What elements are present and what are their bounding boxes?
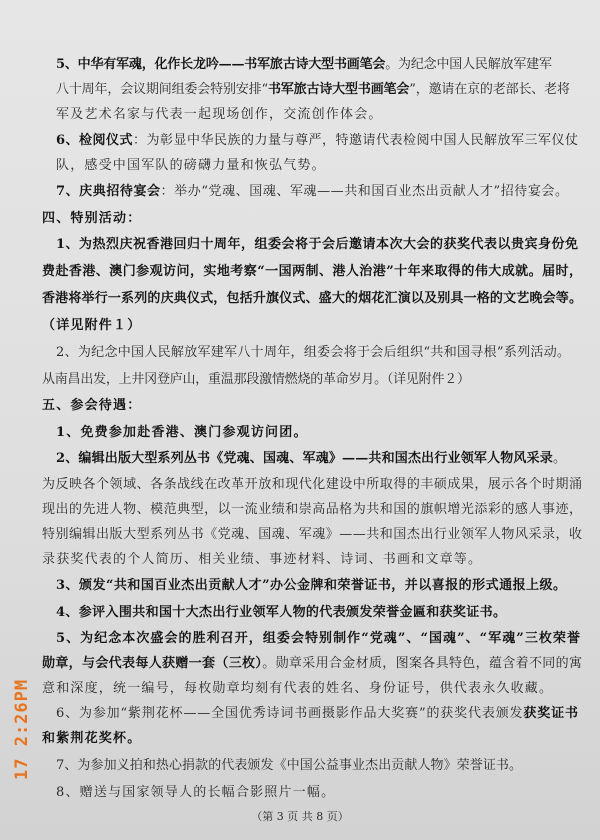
text-line <box>42 681 553 697</box>
text-line <box>56 425 308 441</box>
text-line <box>42 502 583 518</box>
bold-text: 获奖证书 <box>523 706 579 721</box>
bold-text: 勋章，与会代表每人获赠一套（三枚） <box>42 656 263 671</box>
text-line <box>56 451 566 467</box>
text-line <box>56 631 581 647</box>
text-segment: 八十周年，会议期间组委会特别安排“ <box>56 82 268 97</box>
text-segment: 为反映各个领域、各条战线在改革开放和现代化建设中所取得的丰硕成果，展示各个时期涌 <box>42 477 583 492</box>
text-line <box>56 345 570 361</box>
text-segment: 7、为参加义拍和热心捐款的代表颁发《中国公益事业杰出贡献人物》荣誉证书。 <box>56 758 523 773</box>
text-segment: 。 <box>552 451 567 466</box>
text-segment: ：为彰显中华民族的力量与尊严，特邀请代表检阅中国人民解放军三军仪仗 <box>133 133 579 148</box>
bold-text: 2、编辑出版大型系列丛书《党魂、国魂、军魂》——共和国杰出行业领军人物风采录 <box>56 451 553 466</box>
text-line <box>56 758 522 774</box>
text-line <box>42 318 141 334</box>
bold-text: 香港将举行一系列的庆典仪式，包括升旗仪式、盛大的烟花汇演以及别具一格的文艺晚会等。 <box>42 291 583 306</box>
text-line <box>56 605 506 621</box>
text-line <box>56 133 579 149</box>
text-line <box>56 82 570 98</box>
text-line <box>42 211 141 227</box>
text-line <box>56 184 569 200</box>
bold-text: （详见附件１） <box>42 318 142 333</box>
text-line <box>42 477 583 493</box>
bold-text: 6、检阅仪式 <box>56 133 134 148</box>
text-line <box>42 398 141 414</box>
page-footer: （第 3 页 共 8 页） <box>251 810 349 823</box>
text-segment: 。勋章采用合金材质，图案各具特色，蕴含着不同的寓 <box>262 656 583 671</box>
text-line <box>56 785 335 801</box>
bold-text: 1、为热烈庆祝香港回归十周年，组委会将于会后邀请本次大会的获奖代表以贵宾身份免 <box>56 237 579 252</box>
bold-text: 5、为纪念本次盛会的胜利召开，组委会特别制作“党魂”、“国魂”、“军魂”三枚荣誉 <box>56 631 582 646</box>
bold-text: 书军旅古诗大型书画笔会 <box>267 82 410 97</box>
bold-text: 7、庆典招待宴会 <box>56 184 161 199</box>
text-line <box>42 291 582 307</box>
timestamp-text: 17 2:26PM <box>12 678 32 780</box>
text-line <box>42 552 482 568</box>
date-stamp <box>10 640 34 780</box>
bold-text: 五、参会待遇： <box>42 398 142 413</box>
text-segment: 录获奖代表的个人简历、相关业绩、事迹材料、诗词、书画和文章等。 <box>42 552 483 567</box>
text-line <box>56 706 579 722</box>
text-line <box>56 578 566 594</box>
text-segment: 从南昌出发，上井冈登庐山，重温那段激情燃烧的革命岁月。（详见附件２） <box>42 372 470 387</box>
text-line <box>42 372 470 388</box>
text-segment: ：举办“党魂、国魂、军魂——共和国百业杰出贡献人才”招待宴会。 <box>160 184 569 199</box>
text-segment: ”，邀请在京的老部长、老将 <box>409 82 570 97</box>
text-segment: 现出的先进人物、模范典型，以一流业绩和崇高品格为共和国的旗帜增光添彩的感人事迹， <box>42 502 583 517</box>
bold-text: 费赴香港、澳门参观访问，实地考察“一国两制、港人治港”十年来取得的伟大成就。届时， <box>42 264 583 279</box>
text-segment: 8、赠送与国家领导人的长幅合影照片一幅。 <box>56 785 336 800</box>
bold-text: 四、特别活动： <box>42 211 142 226</box>
text-segment: 2、为纪念中国人民解放军建军八十周年，组委会将于会后组织“共和国寻根”系列活动。 <box>56 345 571 360</box>
bold-text: 1、免费参加赴香港、澳门参观访问团。 <box>56 425 308 440</box>
text-line <box>42 527 583 543</box>
text-line <box>56 237 579 253</box>
text-line <box>42 731 141 747</box>
text-segment: 。为纪念中国人民解放军建军 <box>385 57 552 72</box>
text-line <box>42 264 582 280</box>
bold-text: 5、中华有军魂，化作长龙吟——书军旅古诗大型书画笔会 <box>56 57 386 72</box>
bold-text: 和紫荆花奖杯。 <box>42 731 142 746</box>
text-segment: 意和深度，统一编号，每枚勋章均刻有代表的姓名、身份证号，供代表永久收藏。 <box>42 681 554 696</box>
bold-text: 4、参评入围共和国十大杰出行业领军人物的代表颁发荣誉金匾和获奖证书。 <box>56 605 507 620</box>
bold-text: 3、颁发“共和国百业杰出贡献人才”办公金牌和荣誉证书，并以喜报的形式通报上级。 <box>56 578 567 593</box>
text-line <box>56 158 326 174</box>
text-segment: 特别编辑出版大型系列丛书《党魂、国魂、军魂》——共和国杰出行业领军人物风采录，收 <box>42 527 583 542</box>
text-segment: 6、为参加“紫荆花杯——全国优秀诗词书画摄影作品大奖赛”的获奖代表颁发 <box>56 706 524 721</box>
text-line <box>56 57 552 73</box>
text-segment: 队，感受中国军队的磅礴力量和恢弘气势。 <box>56 158 326 173</box>
text-line <box>42 656 582 672</box>
text-line <box>56 107 383 123</box>
text-segment: 军及艺术名家与代表一起现场创作，交流创作体会。 <box>56 107 383 122</box>
